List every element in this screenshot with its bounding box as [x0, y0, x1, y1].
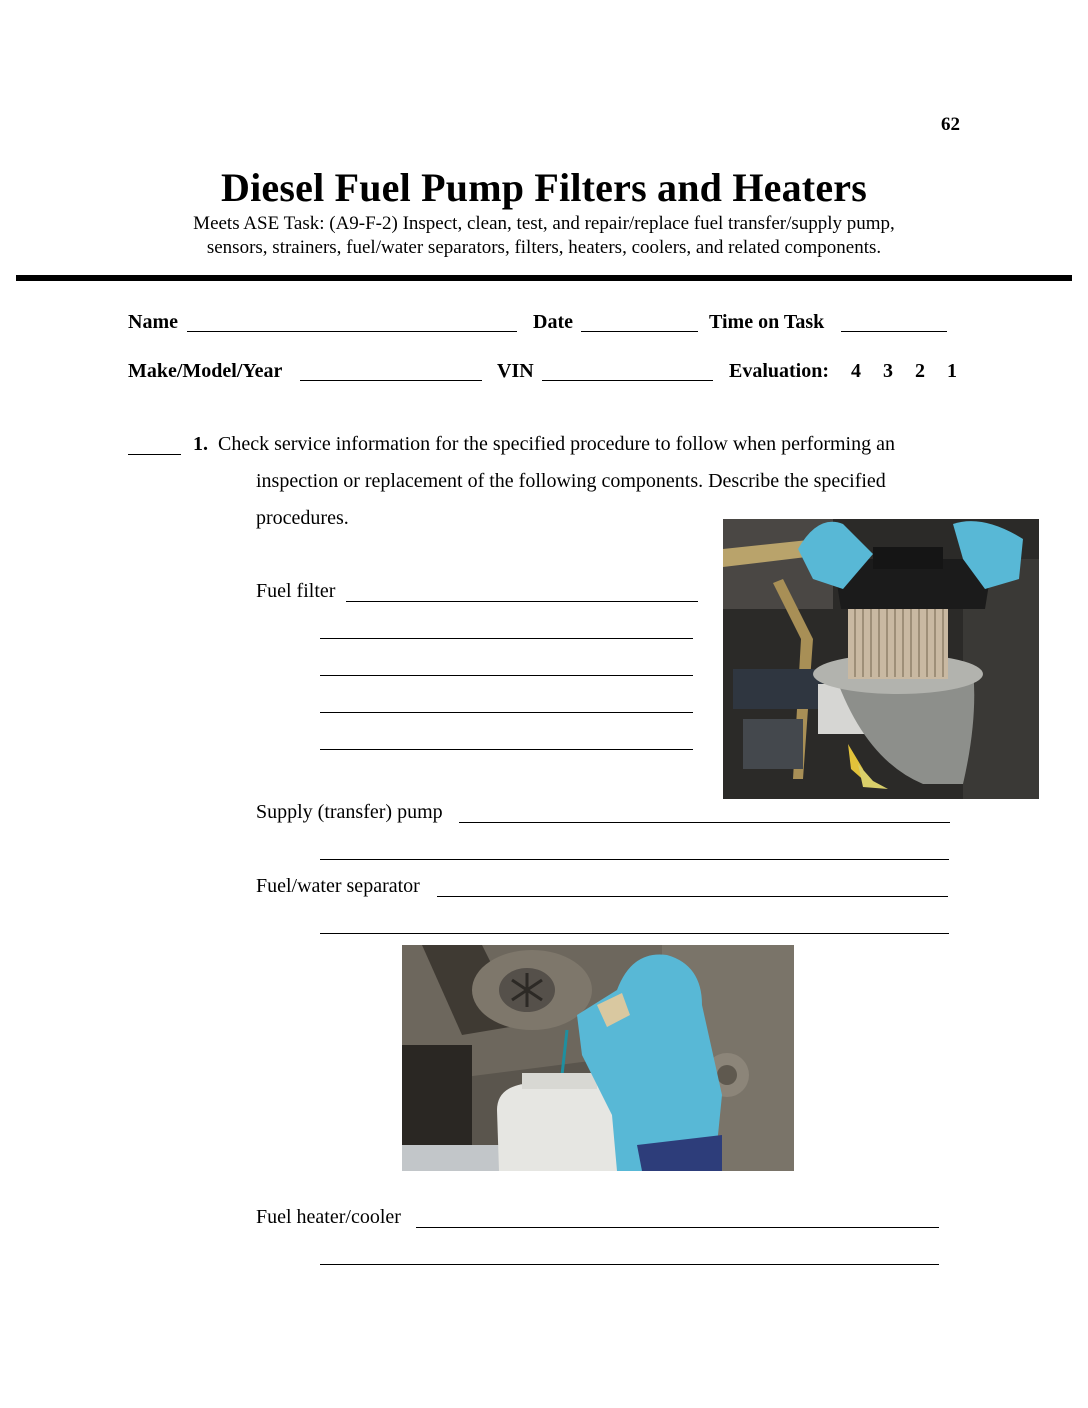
fuel-filter-photo-graphic: [723, 519, 1039, 799]
time-on-task-label: Time on Task: [709, 311, 825, 333]
heater-cooler-label: Fuel heater/cooler: [256, 1206, 401, 1228]
evaluation-score-2[interactable]: 2: [915, 360, 925, 382]
water-separator-drain-photo-graphic: [402, 945, 794, 1171]
task-text-line-3: procedures.: [256, 507, 349, 529]
fuel-filter-answer-line[interactable]: [320, 749, 693, 750]
evaluation-label: Evaluation:: [729, 360, 830, 382]
ase-task-line-1: Meets ASE Task: (A9-F-2) Inspect, clean, test, and repair/replace fuel transfer/supply pump,: [193, 213, 895, 234]
page-title: Diesel Fuel Pump Filters and Heaters: [221, 165, 867, 210]
separator-answer-line[interactable]: [320, 933, 949, 934]
fuel-filter-answer-line[interactable]: [320, 712, 693, 713]
task-checkoff-blank[interactable]: [128, 454, 181, 455]
evaluation-score-4[interactable]: 4: [851, 360, 861, 382]
date-label: Date: [533, 311, 573, 333]
fuel-filter-label: Fuel filter: [256, 580, 336, 602]
vin-blank[interactable]: [542, 380, 713, 381]
task-text-line-1: Check service information for the specified procedure to follow when performing an: [218, 433, 895, 455]
ase-task-line-2: sensors, strainers, fuel/water separators, filters, heaters, coolers, and related components.: [206, 237, 882, 258]
evaluation-score-1[interactable]: 1: [947, 360, 957, 382]
vin-label: VIN: [497, 360, 534, 382]
evaluation-score-3[interactable]: 3: [883, 360, 893, 382]
date-blank[interactable]: [581, 331, 698, 332]
separator-label: Fuel/water separator: [256, 875, 420, 897]
make-model-year-blank[interactable]: [300, 380, 482, 381]
make-model-year-label: Make/Model/Year: [128, 360, 283, 382]
task-number: 1.: [193, 433, 208, 455]
supply-pump-answer-line[interactable]: [320, 859, 949, 860]
separator-answer-line[interactable]: [437, 896, 948, 897]
heater-cooler-answer-line[interactable]: [320, 1264, 939, 1265]
fuel-filter-answer-line[interactable]: [346, 601, 698, 602]
page-number: 62: [941, 114, 960, 135]
supply-pump-answer-line[interactable]: [459, 822, 950, 823]
task-text-line-2: inspection or replacement of the following components. Describe the specified: [256, 470, 886, 492]
ase-task-description: [60, 212, 1028, 260]
fuel-filter-photo: [723, 519, 1039, 799]
name-label: Name: [128, 311, 178, 333]
heater-cooler-answer-line[interactable]: [416, 1227, 939, 1228]
water-separator-drain-photo: [402, 945, 794, 1171]
fuel-filter-answer-line[interactable]: [320, 638, 693, 639]
header-divider: [16, 275, 1072, 281]
fuel-filter-answer-line[interactable]: [320, 675, 693, 676]
name-blank[interactable]: [187, 331, 517, 332]
supply-pump-label: Supply (transfer) pump: [256, 801, 443, 823]
time-on-task-blank[interactable]: [841, 331, 947, 332]
